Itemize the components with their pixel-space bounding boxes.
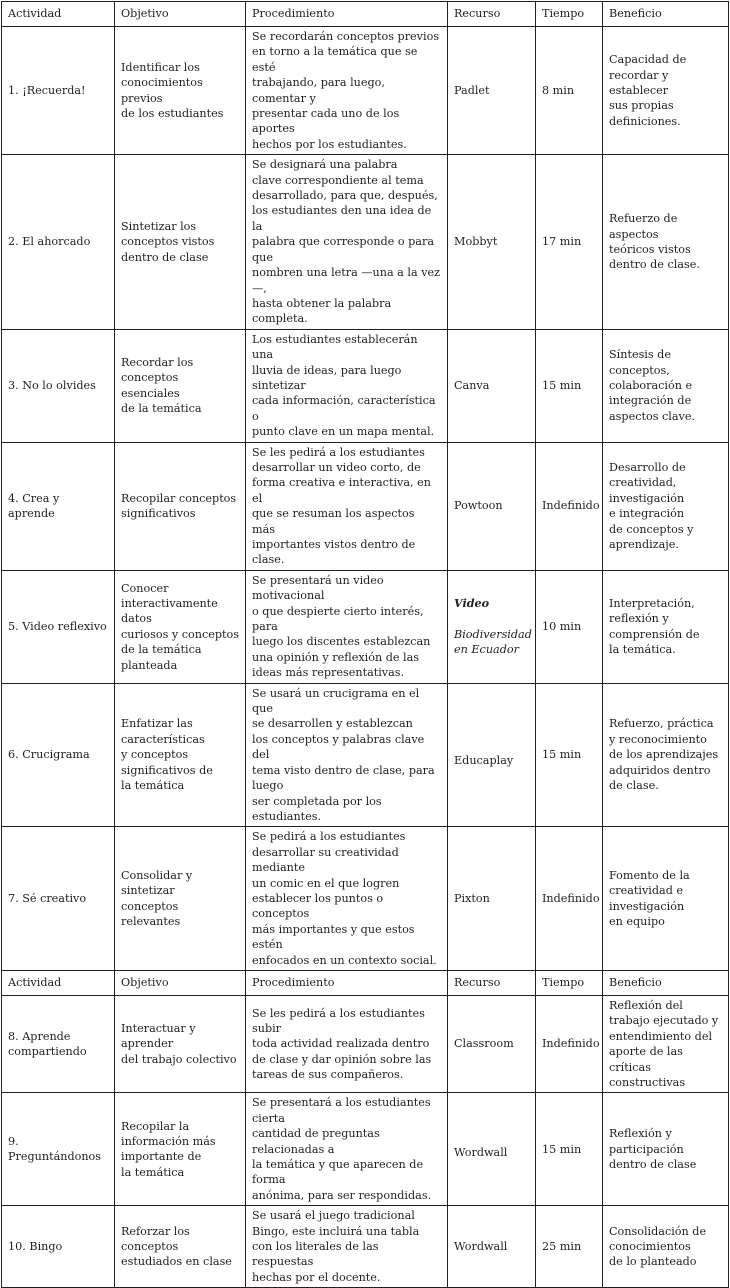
cell-objetivo: Interactuar y aprender del trabajo colectivo: [115, 995, 246, 1092]
cell-beneficio: Consolidación de conocimientos de lo planteado: [603, 1206, 729, 1288]
cell-tiempo: 15 min: [536, 683, 603, 827]
activities-table: [1, 1, 729, 1288]
cell-procedimiento: Se usará el juego tradicional Bingo, este incluirá una tabla con los literales de las respuestas hechas por el docente.: [246, 1206, 448, 1288]
cell-recurso: Powtoon: [448, 442, 536, 570]
cell-objetivo: Recopilar conceptos significativos: [115, 442, 246, 570]
table-row: [2, 683, 729, 827]
header2-procedimiento: Procedimiento: [246, 970, 448, 995]
cell-beneficio: Reflexión del trabajo ejecutado y entendimiento del aporte de las críticas constructivas: [603, 995, 729, 1092]
header2-tiempo: Tiempo: [536, 970, 603, 995]
cell-actividad: 9. Preguntándonos: [2, 1093, 115, 1206]
cell-beneficio: Interpretación, reflexión y comprensión de la temática.: [603, 570, 729, 683]
header-tiempo: Tiempo: [536, 2, 603, 27]
table-row: [2, 1093, 729, 1206]
cell-beneficio: Desarrollo de creatividad, investigación e integración de conceptos y aprendizaje.: [603, 442, 729, 570]
cell-objetivo: Sintetizar los conceptos vistos dentro de clase: [115, 155, 246, 329]
cell-procedimiento: Los estudiantes establecerán una lluvia de ideas, para luego sintetizar cada información, característica o punto clave en un mapa mental.: [246, 329, 448, 442]
cell-beneficio: Fomento de la creatividad e investigación en equipo: [603, 827, 729, 971]
cell-actividad: 7. Sé creativo: [2, 827, 115, 971]
cell-recurso: Mobbyt: [448, 155, 536, 329]
cell-beneficio: Refuerzo, práctica y reconocimiento de los aprendizajes adquiridos dentro de clase.: [603, 683, 729, 827]
header-objetivo: Objetivo: [115, 2, 246, 27]
recurso-title: Video: [454, 595, 490, 610]
cell-objetivo: Conocer interactivamente datos curiosos y conceptos de la temática planteada: [115, 570, 246, 683]
cell-objetivo: Enfatizar las características y conceptos significativos de la temática: [115, 683, 246, 827]
table-row: [2, 570, 729, 683]
cell-procedimiento: Se presentará un video motivacional o que despierte cierto interés, para luego los discentes establezcan una opinión y reflexión de las ideas más representativas.: [246, 570, 448, 683]
cell-objetivo: Reforzar los conceptos estudiados en clase: [115, 1206, 246, 1288]
cell-actividad: 1. ¡Recuerda!: [2, 27, 115, 155]
cell-tiempo: 15 min: [536, 1093, 603, 1206]
table-row: [2, 995, 729, 1092]
cell-actividad: 4. Crea y aprende: [2, 442, 115, 570]
cell-actividad: 10. Bingo: [2, 1206, 115, 1288]
cell-tiempo: Indefinido: [536, 827, 603, 971]
header2-actividad: Actividad: [2, 970, 115, 995]
table-header-row-repeat: [2, 970, 729, 995]
cell-beneficio: Síntesis de conceptos, colaboración e integración de aspectos clave.: [603, 329, 729, 442]
cell-actividad: 6. Crucigrama: [2, 683, 115, 827]
cell-objetivo: Identificar los conocimientos previos de los estudiantes: [115, 27, 246, 155]
cell-procedimiento: Se recordarán conceptos previos en torno a la temática que se esté trabajando, para luego, comentar y presentar cada uno de los aportes hechos por los estudiantes.: [246, 27, 448, 155]
cell-tiempo: 10 min: [536, 570, 603, 683]
header-recurso: Recurso: [448, 2, 536, 27]
cell-tiempo: 25 min: [536, 1206, 603, 1288]
cell-actividad: 5. Video reflexivo: [2, 570, 115, 683]
cell-tiempo: Indefinido: [536, 995, 603, 1092]
table-row: [2, 827, 729, 971]
table-row: [2, 1206, 729, 1288]
header2-objetivo: Objetivo: [115, 970, 246, 995]
cell-recurso: Classroom: [448, 995, 536, 1092]
table-header-row: [2, 2, 729, 27]
table-row: [2, 329, 729, 442]
cell-procedimiento: Se pedirá a los estudiantes desarrollar su creatividad mediante un comic en el que logren establecer los puntos o conceptos más importantes y que estos estén enfocados en un contexto social.: [246, 827, 448, 971]
cell-objetivo: Recopilar la información más importante de la temática: [115, 1093, 246, 1206]
table-row: [2, 442, 729, 570]
cell-recurso: Canva: [448, 329, 536, 442]
cell-procedimiento: Se usará un crucigrama en el que se desarrollen y establezcan los conceptos y palabras clave del tema visto dentro de clase, para luego ser completada por los estudiantes.: [246, 683, 448, 827]
cell-objetivo: Consolidar y sintetizar conceptos relevantes: [115, 827, 246, 971]
cell-objetivo: Recordar los conceptos esenciales de la temática: [115, 329, 246, 442]
cell-recurso: Padlet: [448, 27, 536, 155]
header-beneficio: Beneficio: [603, 2, 729, 27]
cell-beneficio: Reflexión y participación dentro de clase: [603, 1093, 729, 1206]
cell-procedimiento: Se les pedirá a los estudiantes desarrollar un video corto, de forma creativa e interactiva, en el que se resuman los aspectos más importantes vistos dentro de clase.: [246, 442, 448, 570]
header2-beneficio: Beneficio: [603, 970, 729, 995]
cell-procedimiento: Se presentará a los estudiantes cierta cantidad de preguntas relacionadas a la temática y que aparecen de forma anónima, para ser respondidas.: [246, 1093, 448, 1206]
cell-actividad: 8. Aprende compartiendo: [2, 995, 115, 1092]
cell-recurso: Wordwall: [448, 1093, 536, 1206]
table-row: [2, 27, 729, 155]
cell-actividad: 3. No lo olvides: [2, 329, 115, 442]
cell-recurso: Wordwall: [448, 1206, 536, 1288]
cell-tiempo: 15 min: [536, 329, 603, 442]
cell-actividad: 2. El ahorcado: [2, 155, 115, 329]
header-actividad: Actividad: [2, 2, 115, 27]
header2-recurso: Recurso: [448, 970, 536, 995]
cell-beneficio: Capacidad de recordar y establecer sus propias definiciones.: [603, 27, 729, 155]
cell-beneficio: Refuerzo de aspectos teóricos vistos dentro de clase.: [603, 155, 729, 329]
header-procedimiento: Procedimiento: [246, 2, 448, 27]
cell-tiempo: Indefinido: [536, 442, 603, 570]
cell-recurso: [448, 570, 536, 683]
cell-tiempo: 8 min: [536, 27, 603, 155]
cell-tiempo: 17 min: [536, 155, 603, 329]
cell-recurso: Educaplay: [448, 683, 536, 827]
cell-recurso: Pixton: [448, 827, 536, 971]
cell-procedimiento: Se les pedirá a los estudiantes subir toda actividad realizada dentro de clase y dar opinión sobre las tareas de sus compañeros.: [246, 995, 448, 1092]
recurso-subtitle: Biodiversidad en Ecuador: [454, 627, 532, 657]
table-row: [2, 155, 729, 329]
cell-procedimiento: Se designará una palabra clave correspondiente al tema desarrollado, para que, después, los estudiantes den una idea de la palabra que corresponde o para que nombren una letra —una a la vez—, hasta obtener la palabra completa.: [246, 155, 448, 329]
